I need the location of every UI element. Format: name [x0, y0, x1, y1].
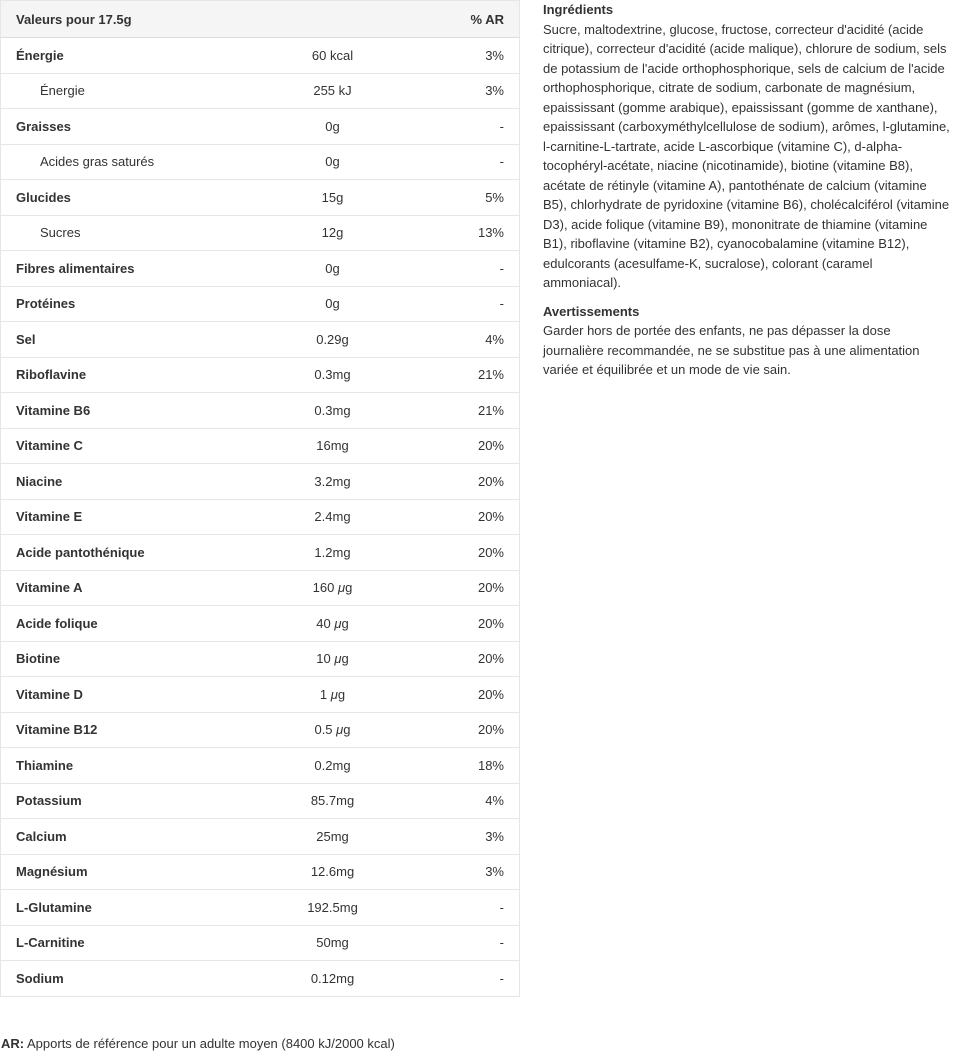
- table-row: [1, 748, 520, 784]
- nutrient-ar-percent: -: [403, 890, 520, 926]
- nutrient-value: 10 μg: [263, 641, 403, 677]
- nutrient-ar-percent: 20%: [403, 428, 520, 464]
- nutrient-name: Niacine: [1, 464, 263, 500]
- table-row: [1, 677, 520, 713]
- nutrient-ar-percent: 4%: [403, 783, 520, 819]
- product-info-panel: [543, 0, 953, 389]
- ingredients-text: Sucre, maltodextrine, glucose, fructose, correcteur d'acidité (acide citrique), correcteur d'acidité (acide malique), chlorure de sodium, sels de potassium de l'acide orthophosphorique, sels de calcium de l'acide orthophosphorique, citrate de sodium, carbonate de magnésium, epaississant (gomme arabique), epaississant (gomme de xanthane), epaississant (carboxyméthylcellulose de sodium), arômes, l-glutamine, l-carnitine-L-tartrate, acide L-ascorbique (vitamine C), d-alpha-tocophéryl-acétate, niacine (nicotinamide), biotine (vitamine B8), acétate de rétinyle (vitamine A), pantothénate de calcium (vitamine B5), chlorhydrate de pyridoxine (vitamine B6), cholécalciférol (vitamine D3), acide folique (vitamine B9), mononitrate de thiamine (vitamine B1), riboflavine (vitamine B2), cyanocobalamine (vitamine B12), edulcorants (acesulfame-K, sucralose), colorant (caramel ammoniacal).: [543, 21, 950, 290]
- table-row: [1, 109, 520, 145]
- nutrient-value: 0.3mg: [263, 357, 403, 393]
- nutrient-value: 60 kcal: [263, 38, 403, 74]
- table-header-row: [1, 1, 520, 38]
- nutrient-ar-percent: 20%: [403, 535, 520, 571]
- micro-sign: μ: [337, 580, 346, 596]
- nutrient-ar-percent: 20%: [403, 606, 520, 642]
- nutrient-ar-percent: -: [403, 961, 520, 997]
- table-row: [1, 641, 520, 677]
- nutrient-ar-percent: 5%: [403, 180, 520, 216]
- nutrient-value: 0g: [263, 286, 403, 322]
- nutrient-name: Acide folique: [1, 606, 263, 642]
- nutrient-value: 12g: [263, 215, 403, 251]
- nutrient-name: Sodium: [1, 961, 263, 997]
- nutrient-ar-percent: -: [403, 286, 520, 322]
- nutrient-name: Calcium: [1, 819, 263, 855]
- nutrient-value: 0.29g: [263, 322, 403, 358]
- nutrient-name: Vitamine B6: [1, 393, 263, 429]
- table-row: [1, 180, 520, 216]
- table-row: [1, 570, 520, 606]
- nutrient-ar-percent: 3%: [403, 73, 520, 109]
- nutrient-value: 160 μg: [263, 570, 403, 606]
- nutrient-ar-percent: -: [403, 144, 520, 180]
- nutrient-name: Vitamine C: [1, 428, 263, 464]
- nutrient-value: 0g: [263, 109, 403, 145]
- nutrient-ar-percent: 3%: [403, 819, 520, 855]
- table-row: [1, 854, 520, 890]
- nutrient-ar-percent: -: [403, 109, 520, 145]
- table-row: [1, 606, 520, 642]
- table-row: [1, 144, 520, 180]
- ar-abbreviation: AR:: [1, 1036, 25, 1051]
- nutrient-name: Sucres: [1, 215, 263, 251]
- nutrient-name: Biotine: [1, 641, 263, 677]
- nutrient-value: 85.7mg: [263, 783, 403, 819]
- table-row: [1, 890, 520, 926]
- micro-sign: μ: [334, 651, 342, 667]
- nutrient-name: Énergie: [1, 73, 263, 109]
- table-row: [1, 251, 520, 287]
- nutrient-ar-percent: 21%: [403, 393, 520, 429]
- table-row: [1, 38, 520, 74]
- nutrient-ar-percent: 20%: [403, 712, 520, 748]
- nutrient-ar-percent: 20%: [403, 677, 520, 713]
- table-row: [1, 499, 520, 535]
- table-row: [1, 393, 520, 429]
- nutrient-name: Riboflavine: [1, 357, 263, 393]
- nutrient-value: 40 μg: [263, 606, 403, 642]
- nutrient-value: 192.5mg: [263, 890, 403, 926]
- nutrient-ar-percent: -: [403, 925, 520, 961]
- nutrient-ar-percent: 20%: [403, 499, 520, 535]
- table-row: [1, 73, 520, 109]
- table-row: [1, 925, 520, 961]
- nutrition-table-body: [1, 38, 520, 997]
- table-row: [1, 357, 520, 393]
- nutrient-value: 0.12mg: [263, 961, 403, 997]
- table-row: [1, 322, 520, 358]
- nutrient-name: Sel: [1, 322, 263, 358]
- nutrient-name: Vitamine E: [1, 499, 263, 535]
- table-row: [1, 535, 520, 571]
- nutrient-name: Vitamine D: [1, 677, 263, 713]
- nutrient-value: 255 kJ: [263, 73, 403, 109]
- nutrient-value: 0.3mg: [263, 393, 403, 429]
- nutrient-name: Thiamine: [1, 748, 263, 784]
- nutrient-ar-percent: 21%: [403, 357, 520, 393]
- value-column-header: [263, 1, 403, 38]
- nutrient-ar-percent: 20%: [403, 641, 520, 677]
- micro-sign: μ: [334, 615, 342, 631]
- nutrient-ar-percent: 4%: [403, 322, 520, 358]
- ar-footnote: [1, 1036, 395, 1051]
- nutrient-name: Protéines: [1, 286, 263, 322]
- nutrient-value: 0g: [263, 144, 403, 180]
- nutrient-value: 2.4mg: [263, 499, 403, 535]
- nutrient-ar-percent: 13%: [403, 215, 520, 251]
- serving-size-header: Valeurs pour 17.5g: [1, 1, 263, 38]
- table-row: [1, 819, 520, 855]
- nutrient-name: Magnésium: [1, 854, 263, 890]
- nutrient-value: 50mg: [263, 925, 403, 961]
- warnings-heading: Avertissements: [543, 303, 640, 319]
- nutrient-name: Vitamine B12: [1, 712, 263, 748]
- micro-sign: μ: [336, 722, 344, 738]
- nutrient-name: Vitamine A: [1, 570, 263, 606]
- table-row: [1, 215, 520, 251]
- nutrient-value: 1 μg: [263, 677, 403, 713]
- micro-sign: μ: [330, 686, 338, 702]
- nutrient-ar-percent: 18%: [403, 748, 520, 784]
- nutrient-name: Graisses: [1, 109, 263, 145]
- nutrient-name: Potassium: [1, 783, 263, 819]
- nutrient-value: 15g: [263, 180, 403, 216]
- table-row: [1, 961, 520, 997]
- table-row: [1, 712, 520, 748]
- table-row: [1, 464, 520, 500]
- ar-definition: Apports de référence pour un adulte moyen (8400 kJ/2000 kcal): [24, 1036, 395, 1051]
- nutrient-ar-percent: 20%: [403, 570, 520, 606]
- nutrient-value: 25mg: [263, 819, 403, 855]
- nutrient-name: Énergie: [1, 38, 263, 74]
- nutrient-ar-percent: 3%: [403, 38, 520, 74]
- nutrient-name: Acides gras saturés: [1, 144, 263, 180]
- nutrient-value: 0g: [263, 251, 403, 287]
- nutrient-ar-percent: 3%: [403, 854, 520, 890]
- nutrient-name: L-Glutamine: [1, 890, 263, 926]
- nutrient-name: L-Carnitine: [1, 925, 263, 961]
- ingredients-heading: Ingrédients: [543, 2, 614, 17]
- nutrient-value: 1.2mg: [263, 535, 403, 571]
- nutrient-value: 0.5 μg: [263, 712, 403, 748]
- nutrient-name: Acide pantothénique: [1, 535, 263, 571]
- ar-percent-header: % AR: [403, 1, 520, 38]
- nutrient-value: 12.6mg: [263, 854, 403, 890]
- nutrient-value: 16mg: [263, 428, 403, 464]
- nutrient-ar-percent: 20%: [403, 464, 520, 500]
- warnings-text: Garder hors de portée des enfants, ne pas dépasser la dose journalière recommandée, ne se substitue pas à une alimentation variée et équilibrée et un mode de vie sain.: [543, 323, 920, 377]
- nutrient-name: Fibres alimentaires: [1, 251, 263, 287]
- table-row: [1, 428, 520, 464]
- table-row: [1, 783, 520, 819]
- nutrient-name: Glucides: [1, 180, 263, 216]
- nutrient-ar-percent: -: [403, 251, 520, 287]
- table-row: [1, 286, 520, 322]
- nutrient-value: 3.2mg: [263, 464, 403, 500]
- nutrient-value: 0.2mg: [263, 748, 403, 784]
